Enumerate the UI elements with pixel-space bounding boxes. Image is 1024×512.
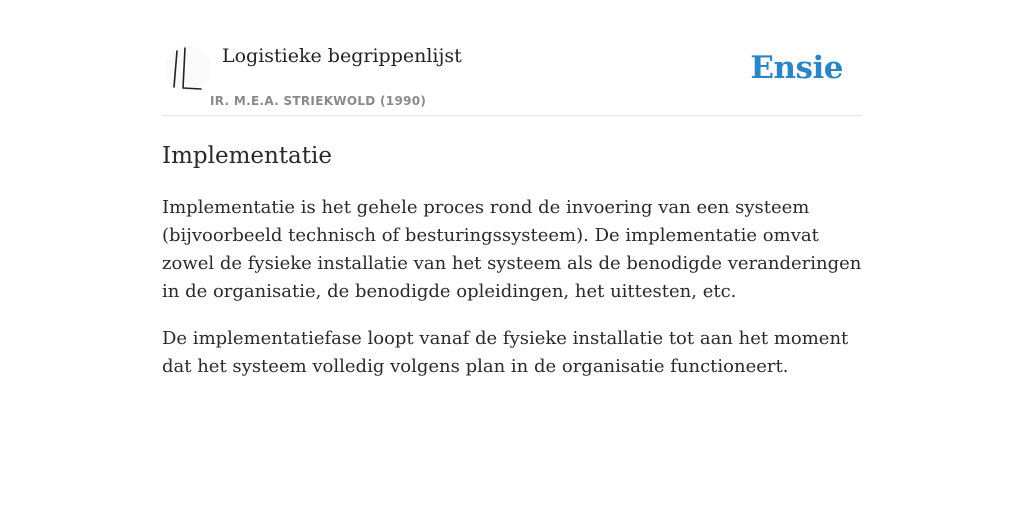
content-container xyxy=(162,0,862,400)
book-header xyxy=(162,0,862,116)
book-logo-icon[interactable] xyxy=(165,46,211,92)
ensie-logo-link[interactable]: Ensie xyxy=(750,50,843,86)
entry-paragraph: Implementatie is het gehele proces rond de invoering van een systeem (bijvoorbeeld technisch of besturingssysteem). De implementatie omvat zowel de fysieke installatie van het systeem als de benodigde veranderingen in de organisatie, de benodigde opleidingen, het uittesten, etc. xyxy=(162,197,862,302)
entry-title: Implementatie xyxy=(162,143,332,169)
entry-body xyxy=(162,194,862,381)
entry-paragraph: De implementatiefase loopt vanaf de fysieke installatie tot aan het moment dat het systeem volledig volgens plan in de organisatie functioneert. xyxy=(162,328,849,377)
book-author[interactable]: IR. M.E.A. STRIEKWOLD (1990) xyxy=(210,94,427,108)
book-title[interactable]: Logistieke begrippenlijst xyxy=(222,45,462,67)
